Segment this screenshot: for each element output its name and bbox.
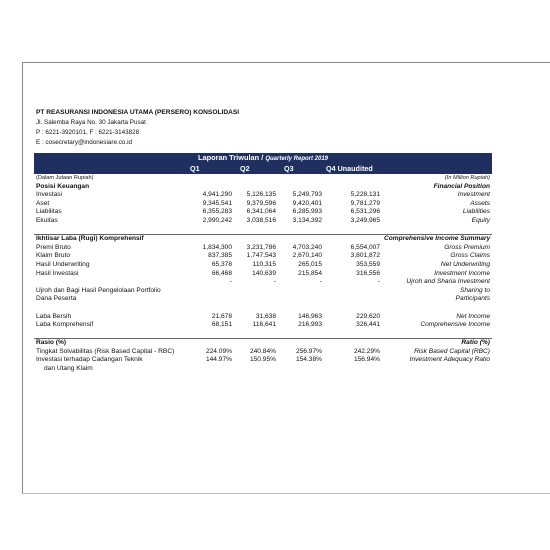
row-label-continuation: dan Utang Klaim (44, 365, 93, 373)
section-ratio-en: Ratio (%) (382, 339, 492, 348)
cell-q1: 144.97% (205, 356, 232, 364)
table-row (34, 200, 492, 209)
cell-q4: 3,249,965 (350, 216, 380, 224)
quarter-header-blank (34, 164, 182, 174)
company-phone: P : 6221-3920101, F : 6221-3143828 (36, 129, 140, 136)
cell-q2: 140,639 (252, 269, 276, 277)
spacer-row (34, 226, 492, 235)
cell-q4: 316,556 (356, 269, 380, 277)
cell-q2: 1,747,543 (246, 252, 276, 260)
company-block (36, 108, 239, 148)
cell-q2: 116,641 (252, 321, 276, 329)
table-row (34, 321, 492, 330)
report-title (34, 153, 492, 164)
cell-q3: 2,670,140 (292, 252, 322, 260)
cell-q1: 837,385 (208, 252, 232, 260)
cell-q1: 1,834,300 (202, 243, 232, 251)
quarter-header-q1: Q1 (182, 164, 234, 174)
report-title-sub: Quarterly Report 2019 (265, 156, 329, 162)
cell-q3: 154.38% (295, 356, 322, 364)
section-income-summary-en: Comprehensive Income Summary (384, 235, 491, 243)
cell-q4: 9,781,279 (350, 199, 380, 207)
report-title-main: Laporan Triwulan / (197, 153, 264, 162)
cell-q2: 31,638 (255, 312, 276, 320)
units-row (34, 174, 492, 183)
cell-q4: 242.29% (353, 347, 380, 355)
row-label: Ekuitas (36, 216, 58, 224)
row-label: Liabilitas (36, 208, 62, 216)
row-label-en: Risk Based Capital (RBC) (414, 347, 490, 355)
row-label: Hasil Underwriting (36, 260, 90, 268)
section-title-row (34, 183, 492, 192)
cell-q4: - (377, 278, 380, 286)
cell-q4: 156.94% (353, 356, 380, 364)
cell-q4: 5,228,131 (350, 191, 380, 199)
row-label: Laba Bersih (36, 312, 72, 320)
cell-q3: 146,963 (298, 312, 322, 320)
cell-q2: 3,231,786 (246, 243, 276, 251)
cell-q2: 240.84% (249, 347, 276, 355)
cell-q2: 110,315 (252, 260, 276, 268)
cell-q4: 6,554,007 (350, 243, 380, 251)
row-label-en: Net Underwriting (440, 260, 490, 268)
row-label-en: Gross Premium (444, 243, 490, 251)
spacer-row (34, 304, 492, 313)
cell-q3: 265,015 (298, 260, 322, 268)
table-row (34, 252, 492, 261)
cell-q4: 6,531,296 (350, 208, 380, 216)
row-label: Investasi terhadap Cadangan Teknik (36, 356, 143, 364)
quarter-header-q3: Q3 (278, 164, 324, 174)
ujroh-label-id-1: Ujroh dan Bagi Hasil Pengelolaan Portfolio (36, 286, 161, 294)
cell-q1: - (229, 278, 232, 286)
cell-q2: 9,379,596 (246, 199, 276, 207)
cell-q1: 66,468 (211, 269, 232, 277)
row-label: Hasil Investasi (36, 269, 79, 277)
units-en: (In Million Rupiah) (444, 175, 490, 181)
cell-q1: 2,990,242 (202, 216, 232, 224)
cell-q2: - (273, 278, 276, 286)
cell-q3: 9,420,401 (292, 199, 322, 207)
cell-q1: 224.09% (205, 347, 232, 355)
spacer-row (34, 330, 492, 339)
section-financial-position-en: Financial Position (433, 182, 490, 190)
section-title-row (34, 235, 492, 244)
quarter-header-blank-right (382, 164, 492, 174)
section-income-summary-id: Ikhtisar Laba (Rugi) Komprehensif (34, 235, 182, 244)
cell-q1: 65,378 (211, 260, 232, 268)
ujroh-label-en-2: Sharing to (459, 286, 490, 294)
row-label-en: Gross Claims (450, 252, 490, 260)
cell-q3: 6,285,993 (292, 208, 322, 216)
cell-q4: 326,441 (356, 321, 380, 329)
quarter-header-row (34, 164, 492, 174)
table-row (34, 287, 492, 296)
table-row (34, 270, 492, 279)
company-email: E : cosecretary@indonesiare.co.id (36, 139, 132, 146)
table-row (34, 356, 492, 365)
cell-q1: 9,345,541 (202, 199, 232, 207)
row-label-en: Comprehensive Income (420, 321, 490, 329)
table-row (34, 295, 492, 304)
cell-q3: 256.97% (295, 347, 322, 355)
row-label-en: Net Income (456, 312, 490, 320)
company-name: PT REASURANSI INDONESIA UTAMA (PERSERO) KONSOLIDASI (36, 109, 240, 116)
section-ratio-id: Rasio (%) (34, 339, 182, 348)
quarter-header-q4: Q4 Unaudited (324, 164, 382, 174)
section-title-row (34, 339, 492, 348)
cell-q3: 215,854 (298, 269, 322, 277)
cell-q2: 150.95% (249, 356, 276, 364)
cell-q1: 6,355,283 (202, 208, 232, 216)
quarterly-report-table (34, 153, 492, 374)
row-label: Tingkat Solvabilitas (Risk Based Capital - RBC) (36, 347, 175, 355)
table-row (34, 244, 492, 253)
cell-q4: 3,801,872 (350, 252, 380, 260)
row-label-en: Investment Income (434, 269, 490, 277)
cell-q2: 6,341,064 (246, 208, 276, 216)
table-row (34, 191, 492, 200)
row-label: Klaim Bruto (36, 252, 71, 260)
row-label: Premi Bruto (36, 243, 71, 251)
row-label: Laba Komprehensif (36, 321, 94, 329)
table-row (34, 217, 492, 226)
row-label-en: Assets (470, 199, 490, 207)
company-address: Jl. Salemba Raya No. 30 Jakarta Pusat (36, 119, 146, 126)
report-title-row (34, 153, 492, 164)
table-row (34, 348, 492, 357)
row-label-en: Investment (457, 191, 490, 199)
cell-q1: 4,941,290 (202, 191, 232, 199)
cell-q3: 5,249,793 (292, 191, 322, 199)
cell-q3: 3,134,392 (292, 216, 322, 224)
table-row (34, 365, 492, 374)
cell-q3: 4,703,240 (292, 243, 322, 251)
cell-q4: 229,620 (356, 312, 380, 320)
row-label-en: Equity (471, 216, 490, 224)
cell-q3: - (319, 278, 322, 286)
row-label-en: Liabilities (462, 208, 490, 216)
table-row (34, 261, 492, 270)
cell-q1: 68,151 (211, 321, 232, 329)
units-id: (Dalam Jutaan Rupiah) (36, 175, 94, 181)
cell-q3: 216,993 (298, 321, 322, 329)
row-label: Aset (36, 199, 50, 207)
row-label-en: Investment Adequacy Ratio (409, 356, 490, 364)
section-financial-position-id: Posisi Keuangan (36, 182, 90, 190)
ujroh-label-en-3: Participants (455, 295, 490, 303)
quarter-header-q2: Q2 (234, 164, 278, 174)
table-row (34, 208, 492, 217)
cell-q2: 5,126,135 (246, 191, 276, 199)
table-row (34, 278, 492, 287)
cell-q1: 21,678 (211, 312, 232, 320)
ujroh-label-id-2: Dana Peserta (36, 295, 77, 303)
cell-q4: 353,559 (356, 260, 380, 268)
cell-q2: 3,038,516 (246, 216, 276, 224)
table-row (34, 313, 492, 322)
row-label: Investasi (36, 191, 63, 199)
ujroh-label-en-1: Ujroh and Sharia Investment (406, 278, 490, 286)
